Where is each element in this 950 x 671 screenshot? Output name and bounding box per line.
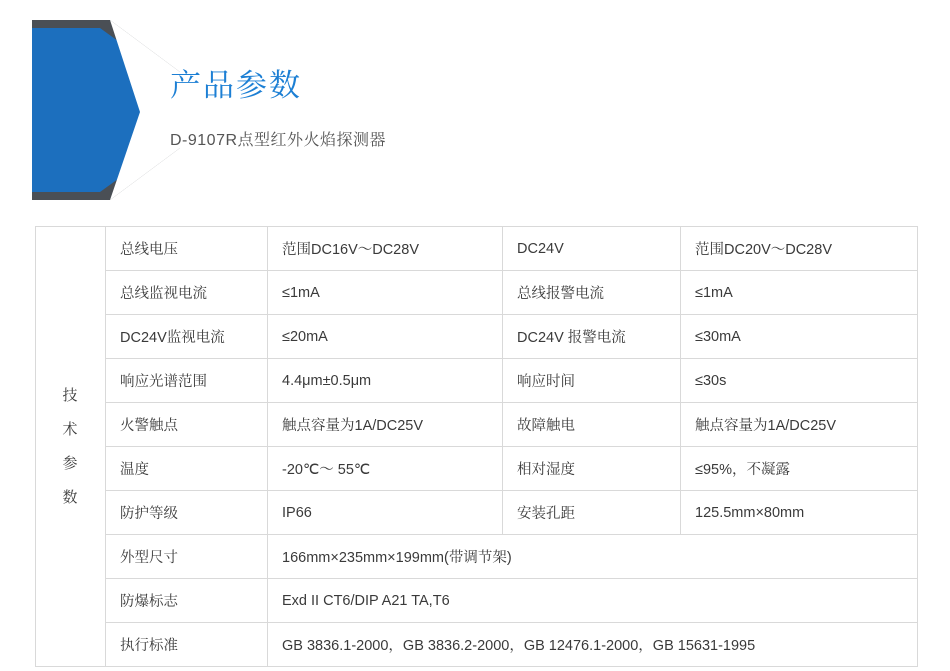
side-label-char: 数	[62, 488, 79, 506]
row-value-2: ≤1mA	[681, 271, 918, 315]
page-title: 产品参数	[170, 68, 302, 103]
table-row	[36, 403, 918, 447]
table-row	[36, 359, 918, 403]
row-label: DC24V监视电流	[106, 315, 268, 359]
table-row	[36, 579, 918, 623]
side-label-cell	[36, 227, 106, 667]
row-label: 防护等级	[106, 491, 268, 535]
row-value: 166mm×235mm×199mm(带调节架)	[268, 535, 918, 579]
row-value-2: ≤30s	[681, 359, 918, 403]
row-label: 火警触点	[106, 403, 268, 447]
table-row	[36, 447, 918, 491]
row-value-2: ≤30mA	[681, 315, 918, 359]
table-row	[36, 535, 918, 579]
row-value: GB 3836.1-2000，GB 3836.2-2000，GB 12476.1-2000，GB 15631-1995	[268, 623, 918, 667]
row-value-2: 125.5mm×80mm	[681, 491, 918, 535]
row-value: Exd II CT6/DIP A21 TA,T6	[268, 579, 918, 623]
row-label: 外型尺寸	[106, 535, 268, 579]
page-header	[0, 0, 950, 200]
row-label: 总线监视电流	[106, 271, 268, 315]
side-label-char: 术	[62, 420, 79, 438]
spec-table-wrapper	[35, 226, 917, 667]
row-label-2: 安装孔距	[503, 491, 681, 535]
table-row	[36, 623, 918, 667]
row-value-2: 范围DC20V～DC28V	[681, 227, 918, 271]
row-value: 范围DC16V～DC28V	[268, 227, 503, 271]
row-label: 响应光谱范围	[106, 359, 268, 403]
row-label-2: DC24V	[503, 227, 681, 271]
row-value: 触点容量为1A/DC25V	[268, 403, 503, 447]
row-value: 4.4μm±0.5μm	[268, 359, 503, 403]
row-label: 执行标准	[106, 623, 268, 667]
row-value: ≤1mA	[268, 271, 503, 315]
table-row	[36, 491, 918, 535]
header-text-block	[170, 60, 386, 150]
side-label-char: 参	[62, 454, 79, 472]
row-value-2: 触点容量为1A/DC25V	[681, 403, 918, 447]
side-label-char: 技	[62, 386, 79, 404]
row-label-2: 相对湿度	[503, 447, 681, 491]
row-value: IP66	[268, 491, 503, 535]
row-label: 温度	[106, 447, 268, 491]
row-label-2: 故障触电	[503, 403, 681, 447]
row-label-2: 总线报警电流	[503, 271, 681, 315]
row-label-2: 响应时间	[503, 359, 681, 403]
spec-table	[35, 226, 918, 667]
row-value: ≤20mA	[268, 315, 503, 359]
row-value: -20℃～ 55℃	[268, 447, 503, 491]
table-row	[36, 271, 918, 315]
table-row	[36, 315, 918, 359]
page-subtitle: D-9107R点型红外火焰探测器	[170, 132, 387, 149]
row-label-2: DC24V 报警电流	[503, 315, 681, 359]
table-row	[36, 227, 918, 271]
banner-decoration	[0, 20, 180, 200]
row-label: 防爆标志	[106, 579, 268, 623]
row-value-2: ≤95%，不凝露	[681, 447, 918, 491]
row-label: 总线电压	[106, 227, 268, 271]
